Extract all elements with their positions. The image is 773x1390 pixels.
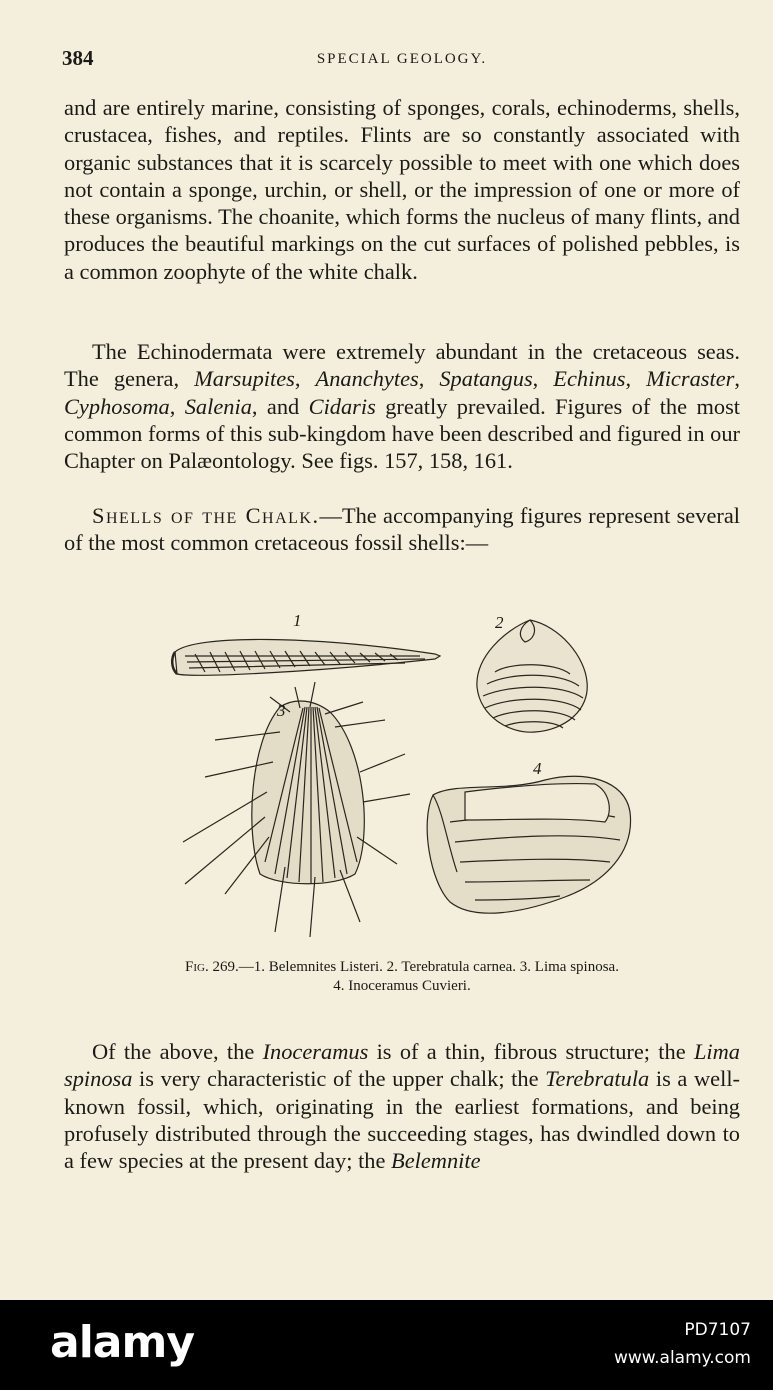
paragraph-1: and are entirely marine, consisting of sponges, corals, echinoderms, shells, crustacea, fishes, and reptiles. Flints are so constantly associated with organic substances that it is scarcely possible to meet with one which does not contain a sponge, urchin, or shell, or the impression of one or more of these organisms. The choanite, which forms the nucleus of many flints, and produces the beautiful markings on the cut surfaces of polished pebbles, is a common zoophyte of the white chalk. [64,95,740,284]
paragraph-4: Of the above, the Inoceramus is of a thin, fibrous structure; the Lima spinosa is very characteristic of the upper chalk; the Terebratula is a well-known fossil, which, originating in the earliest formations, and being profusely distributed through the succeeding stages, has dwindled down to a few species at the present day; the Belemnite [64,1039,740,1174]
figure-label-1: 1 [293,612,302,630]
genus-cyphosoma: Cyphosoma [64,393,170,419]
figure-number: Fig. 269. [185,959,239,975]
inoceramus-drawing [427,776,630,913]
figure-label-4: 4 [533,759,542,778]
image-id: PD7107 [684,1320,751,1340]
lima-spinosa-drawing [183,682,410,937]
running-title: SPECIAL GEOLOGY. [316,51,488,67]
watermark-url: www.alamy.com [613,1348,751,1368]
genus-micraster: Micraster [646,366,735,392]
fossil-shells-figure [165,612,635,942]
paragraph-2: The Echinodermata were extremely abundant in the cretaceous seas. The genera, Marsupites, Ananchytes, Spatangus, Echinus, Micraster, Cyphosoma, Salenia, and Cidaris greatly prevailed. Figures of the most common forms of this sub-kingdom have been described and figured in our Chapter on Palæontology. See figs. 157, 158, 161. [64,339,741,474]
genus-salenia: Salenia [184,393,252,419]
figure-caption: Fig. 269.—1. Belemnites Listeri. 2. Terebratula carnea. 3. Lima spinosa. 4. Inoceramus Cuvieri. [185,959,619,994]
genus-spatangus: Spatangus [439,366,533,392]
page-number: 384 [62,46,94,70]
page-header [62,46,742,76]
terebratula-drawing [477,620,587,732]
genus-marsupites: Marsupites [194,366,295,392]
genus-echinus: Echinus [553,366,626,392]
genus-ananchytes: Ananchytes [315,366,419,392]
belemnite-drawing [172,639,440,675]
figure-label-3: 3 [277,701,286,720]
genus-cidaris: Cidaris [308,393,376,419]
alamy-logo: alamy [50,1317,194,1368]
paragraph-3: Shells of the Chalk.—The accompanying figures represent several of the most common cretaceous fossil shells:— [64,503,740,556]
figure-label-2: 2 [495,613,504,632]
section-heading: Shells of the Chalk. [92,503,320,528]
fossil-illustration [165,612,635,942]
